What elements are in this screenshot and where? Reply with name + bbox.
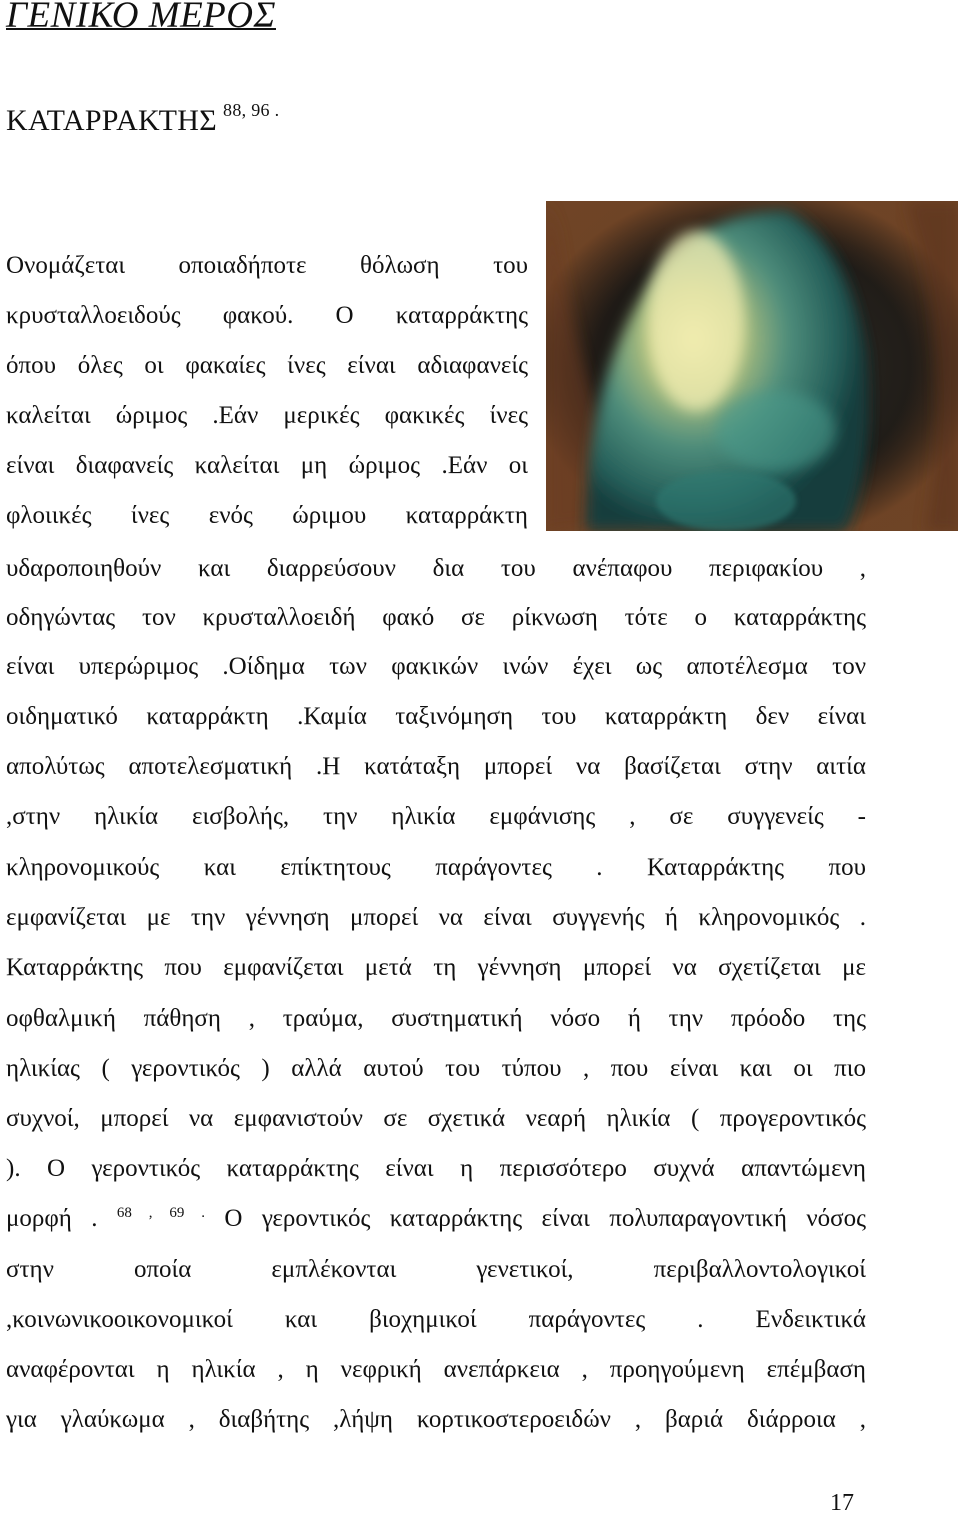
- body-line: όπου όλες οι φακαίες ίνες είναι αδιαφανείς: [6, 352, 528, 379]
- body-line: Καταρράκτης που εμφανίζεται μετά τη γέννηση μπορεί να σχετίζεται με: [6, 954, 866, 981]
- body-line: ). Ο γεροντικός καταρράκτης είναι η περισσότερο συχνά απαντώμενη: [6, 1155, 866, 1182]
- body-line-with-citation: [6, 1199, 866, 1239]
- section-title: ΚΑΤΑΡΡΑΚΤΗΣ: [6, 104, 218, 137]
- cataract-eye-photo-icon: [546, 201, 958, 531]
- body-line: υδαροποιηθούν και διαρρεύσουν δια του ανέπαφου περιφακίου ,: [6, 555, 866, 582]
- body-line: είναι υπερώριμος .Οίδημα των φακικών ινών έχει ως αποτέλεσμα τον: [6, 653, 866, 680]
- body-line-end: Ο γεροντικός καταρράκτης είναι πολυπαραγοντική νόσος: [224, 1205, 867, 1232]
- body-line: για γλαύκωμα , διαβήτης ,λήψη κορτικοστεροειδών , βαριά διάρροια ,: [6, 1406, 866, 1433]
- citation-references: 68 , 69 .: [116, 1205, 206, 1221]
- body-line: συχνοί, μπορεί να εμφανιστούν σε σχετικά νεαρή ηλικία ( προγεροντικός: [6, 1105, 866, 1132]
- body-line: κληρονομικούς και επίκτητους παράγοντες . Καταρράκτης που: [6, 854, 866, 881]
- body-line: οιδηματικό καταρράκτη .Καμία ταξινόμηση του καταρράκτη δεν είναι: [6, 703, 866, 730]
- body-line: οφθαλμική πάθηση , τραύμα, συστηματική νόσο ή την πρόοδο της: [6, 1005, 866, 1032]
- body-line: εμφανίζεται με την γέννηση μπορεί να είναι συγγενής ή κληρονομικός .: [6, 904, 866, 931]
- body-line: ,στην ηλικία εισβολής, την ηλικία εμφάνισης , σε συγγενείς -: [6, 803, 866, 830]
- section-heading: [6, 100, 280, 138]
- section-references: 88, 96 .: [223, 100, 280, 120]
- page-number: 17: [830, 1490, 854, 1516]
- body-line: φλοιικές ίνες ενός ώριμου καταρράκτη: [6, 502, 528, 529]
- body-line: αναφέρονται η ηλικία , η νεφρική ανεπάρκεια , προηγούμενη επέμβαση: [6, 1356, 866, 1383]
- body-line: ,κοινωνικοοικονομικοί και βιοχημικοί παράγοντες . Ενδεικτικά: [6, 1306, 866, 1333]
- body-line: κρυσταλλοειδούς φακού. Ο καταρράκτης: [6, 302, 528, 329]
- body-line: απολύτως αποτελεσματική .Η κατάταξη μπορεί να βασίζεται στην αιτία: [6, 753, 866, 780]
- body-line: ηλικίας ( γεροντικός ) αλλά αυτού του τύπου , που είναι και οι πιο: [6, 1055, 866, 1082]
- body-line: είναι διαφανείς καλείται μη ώριμος .Εάν οι: [6, 452, 528, 479]
- body-line: οδηγώντας τον κρυσταλλοειδή φακό σε ρίκνωση τότε ο καταρράκτης: [6, 604, 866, 631]
- body-line: Ονομάζεται οποιαδήποτε θόλωση του: [6, 252, 528, 279]
- body-line-start: μορφή .: [6, 1205, 98, 1232]
- body-line: καλείται ώριμος .Εάν μερικές φακικές ίνες: [6, 402, 528, 429]
- page-header-title: ΓΕΝΙΚΟ ΜΕΡΟΣ: [6, 0, 276, 36]
- body-line: στην οποία εμπλέκονται γενετικοί, περιβαλλοντολογικοί: [6, 1256, 866, 1283]
